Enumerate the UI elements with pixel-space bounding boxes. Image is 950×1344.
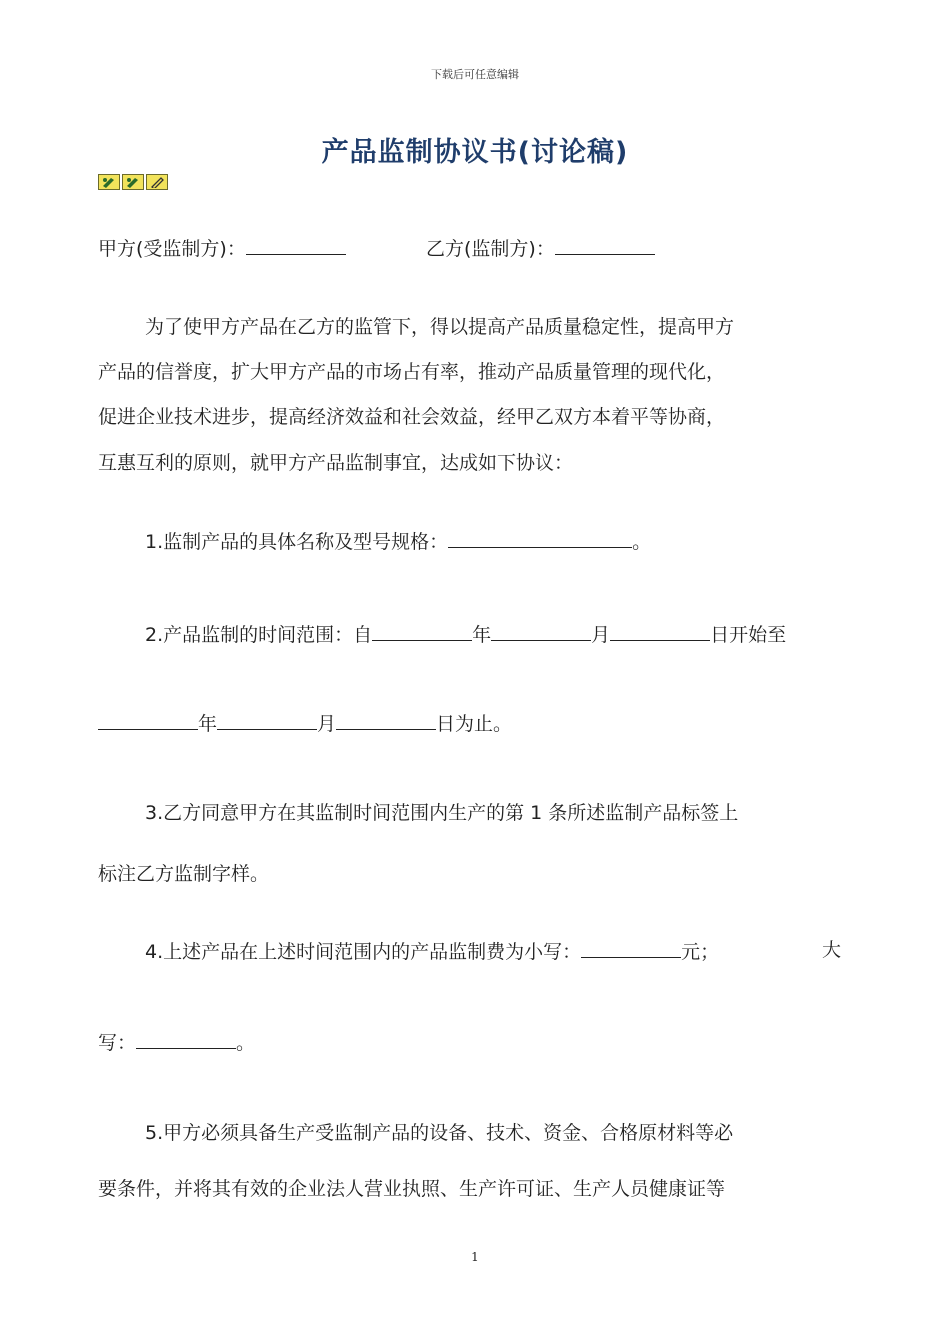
clause-5-line: 要条件，并将其有效的企业法人营业执照、生产许可证、生产人员健康证等 — [98, 1178, 726, 1200]
day-start-label: 日开始至 — [710, 624, 787, 646]
clause-2-cont — [98, 709, 512, 737]
party-a-blank[interactable] — [246, 234, 346, 255]
clause-1 — [145, 527, 651, 555]
party-b-line — [426, 234, 655, 262]
party-a-label: 甲方(受监制方)： — [98, 238, 246, 260]
intro-line: 互惠互利的原则，就甲方产品监制事宜，达成如下协议： — [98, 452, 574, 474]
intro-line: 促进企业技术进步，提高经济效益和社会效益，经甲乙双方本着平等协商， — [98, 406, 726, 428]
start-month-blank[interactable] — [491, 620, 591, 641]
clause-2 — [145, 620, 786, 648]
page-number: 1 — [471, 1250, 479, 1264]
intro-line: 产品的信誉度，扩大甲方产品的市场占有率，推动产品质量管理的现代化， — [98, 361, 726, 383]
clause-4-text: 4.上述产品在上述时间范围内的产品监制费为小写： — [145, 941, 582, 963]
year-label: 年 — [198, 713, 218, 735]
end-day-blank[interactable] — [336, 709, 436, 730]
start-year-blank[interactable] — [372, 620, 472, 641]
month-label: 月 — [591, 624, 611, 646]
end-month-blank[interactable] — [217, 709, 317, 730]
month-label: 月 — [317, 713, 337, 735]
clause-4 — [145, 937, 719, 965]
end-year-blank[interactable] — [98, 709, 198, 730]
xie-label: 写： — [98, 1032, 137, 1054]
clause-5-line: 5.甲方必须具备生产受监制产品的设备、技术、资金、合格原材料等必 — [145, 1122, 734, 1144]
party-b-blank[interactable] — [555, 234, 655, 255]
clause-1-blank[interactable] — [548, 527, 632, 548]
fee-upper-blank[interactable] — [136, 1028, 236, 1049]
clause-3-line: 3.乙方同意甲方在其监制时间范围内生产的第 1 条所述监制产品标签上 — [145, 802, 739, 824]
clause-4-cont — [98, 1028, 255, 1056]
edit-icon[interactable] — [122, 174, 144, 190]
document-title: 产品监制协议书(讨论稿) — [321, 137, 629, 168]
clause-2-text: 2.产品监制的时间范围：自 — [145, 624, 373, 646]
clause-4-end: 。 — [236, 1032, 256, 1054]
year-label: 年 — [472, 624, 492, 646]
clause-4-da: 大 — [822, 939, 842, 961]
party-a-line — [98, 234, 346, 262]
yuan-label: 元； — [681, 941, 720, 963]
pencil-icon[interactable] — [146, 174, 168, 190]
start-day-blank[interactable] — [610, 620, 710, 641]
party-b-label: 乙方(监制方)： — [426, 238, 555, 260]
clause-1-blank[interactable] — [448, 527, 548, 548]
header-note: 下载后可任意编辑 — [431, 68, 519, 81]
clause-1-end: 。 — [632, 531, 652, 553]
clause-1-text: 1.监制产品的具体名称及型号规格： — [145, 531, 449, 553]
day-end-label: 日为止。 — [436, 713, 513, 735]
fee-lower-blank[interactable] — [581, 937, 681, 958]
intro-line: 为了使甲方产品在乙方的监管下，得以提高产品质量稳定性，提高甲方 — [145, 316, 735, 338]
clause-3-line: 标注乙方监制字样。 — [98, 863, 270, 885]
edit-icon[interactable] — [98, 174, 120, 190]
toolbar-icons — [98, 174, 168, 190]
